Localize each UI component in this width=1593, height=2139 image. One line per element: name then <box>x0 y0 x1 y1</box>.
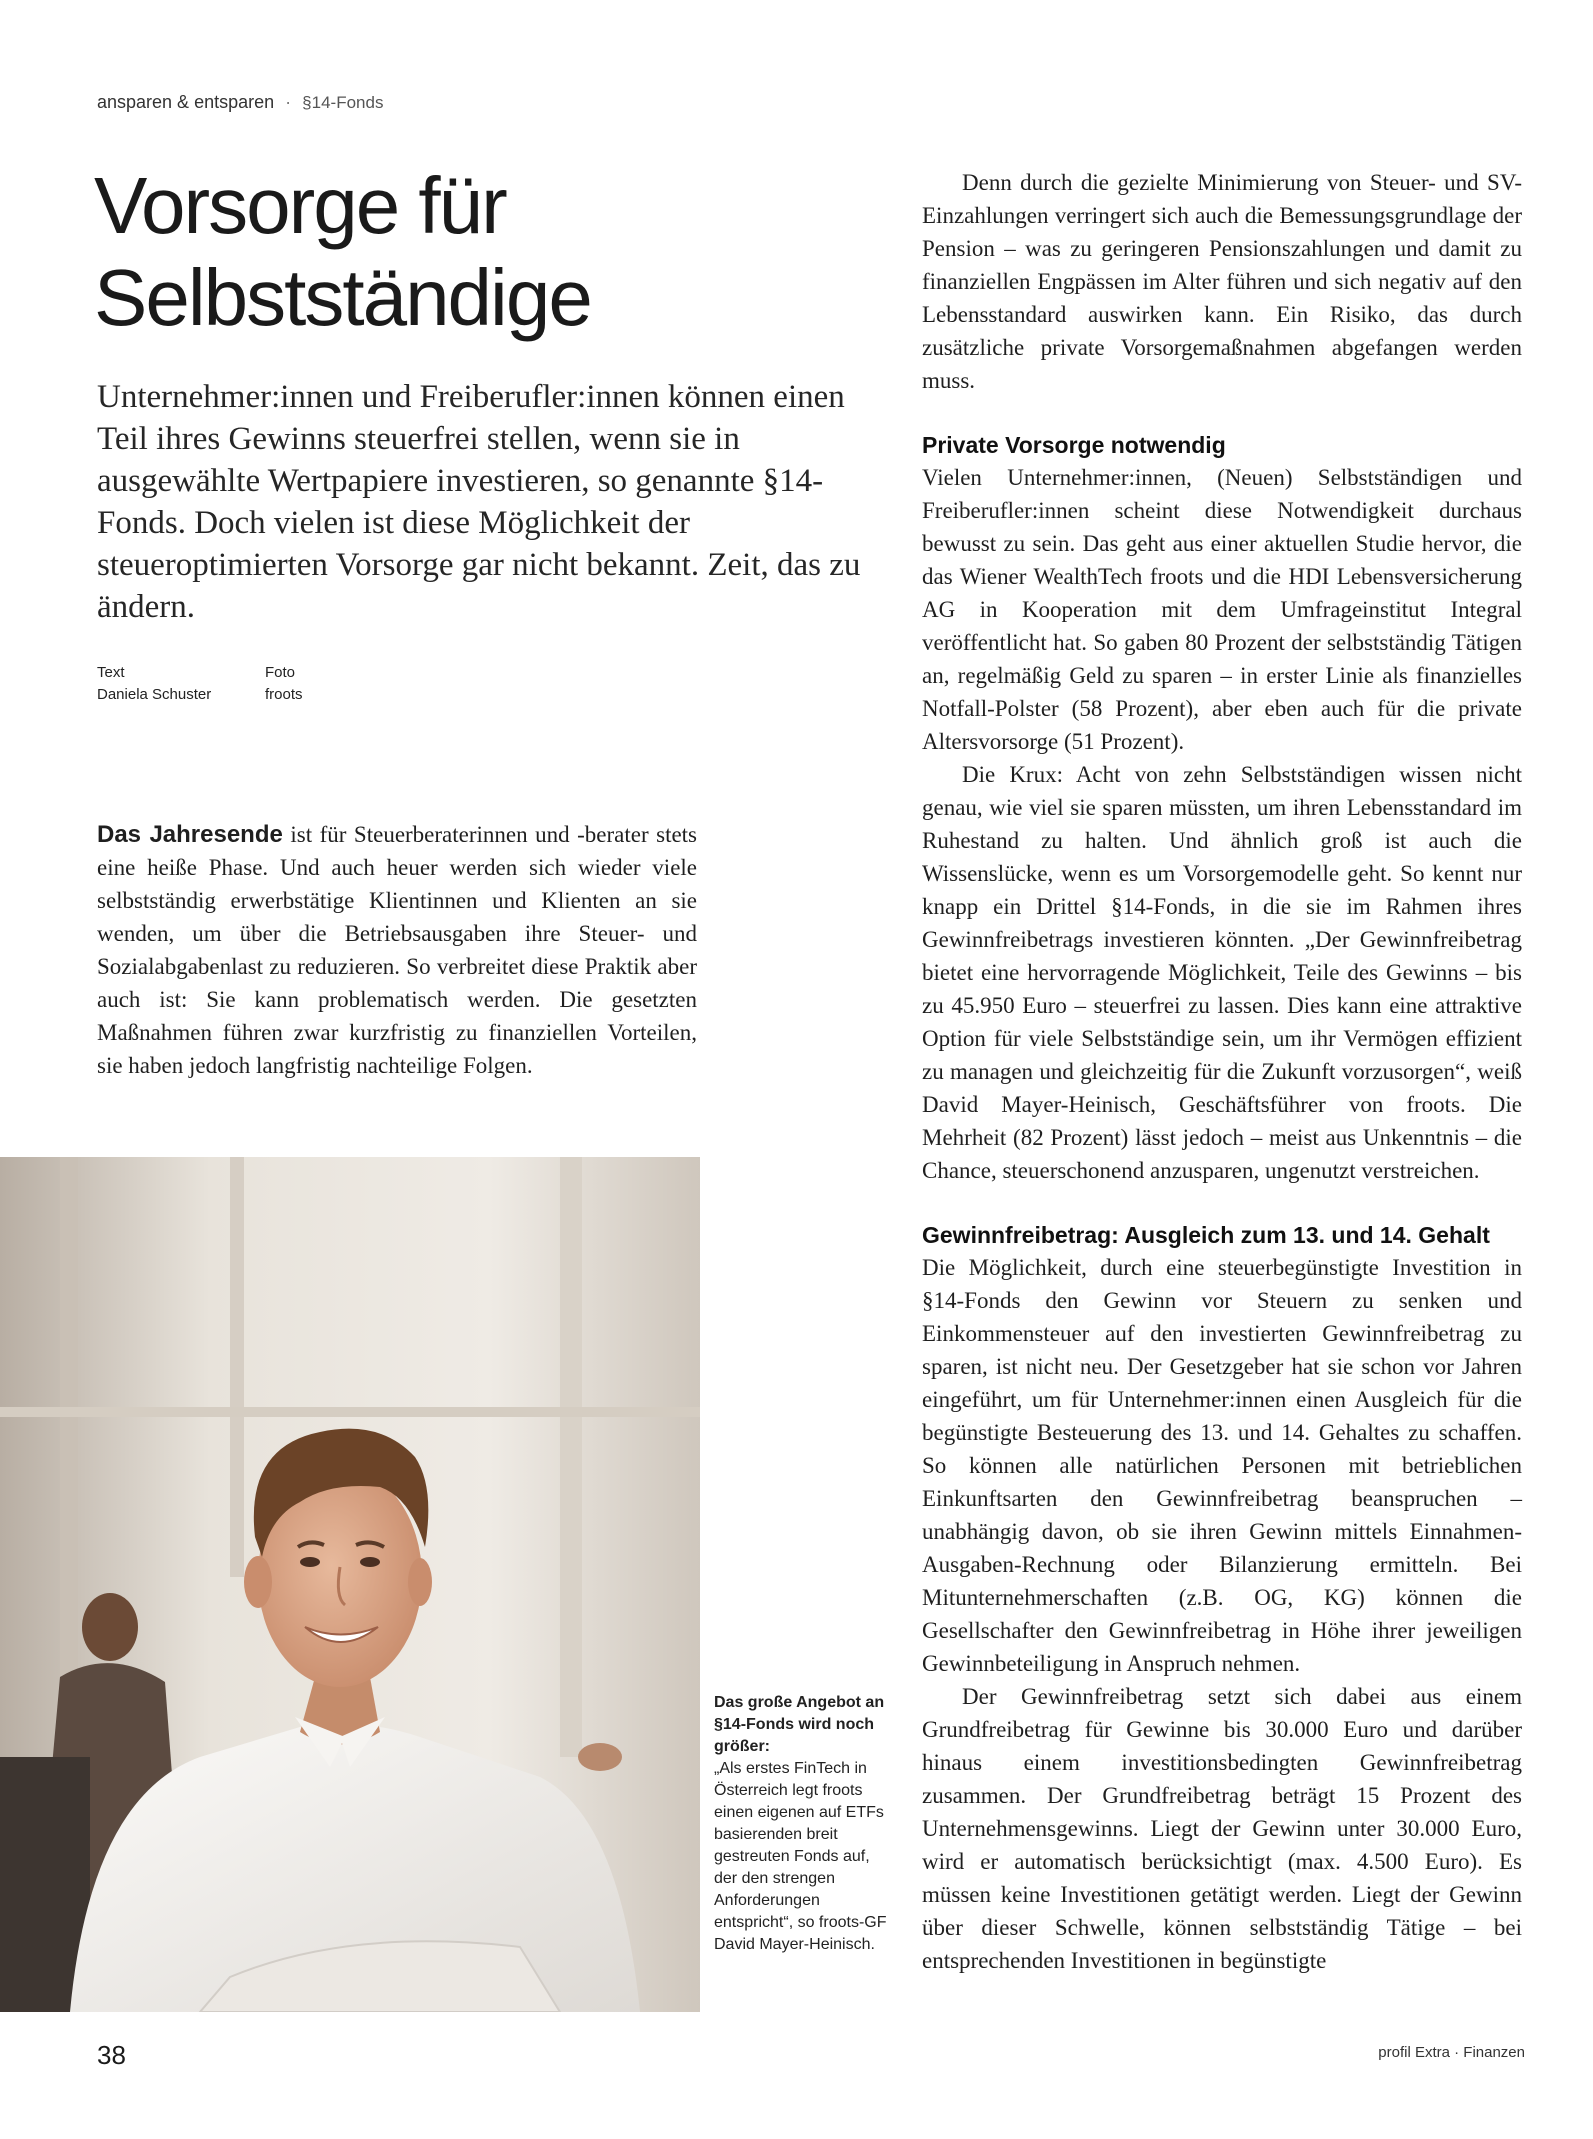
text-credit <box>97 662 211 706</box>
run-in-heading: Das Jahresende <box>97 821 283 848</box>
body-paragraph: Denn durch die gezielte Minimierung von Steuer- und SV-Einzahlungen verringert sich auch die Bemessungsgrundlage der Pension – was zu geringeren Pensionszahlungen und damit zu finanziellen Engpässen im Alter führen und sich negativ auf den Lebensstandard auswirken kann. Ein Risiko, das durch zusätzliche private Vorsorgemaßnahmen abgefangen werden muss. <box>922 170 1522 393</box>
caption-title: Das große Angebot an §14-Fonds wird noch größer: <box>714 1694 885 1755</box>
title-line-2: Selbstständige <box>94 253 591 342</box>
lead-paragraph: Unternehmer:innen und Freiberufler:innen können einen Teil ihres Gewinns steuerfrei stellen, wenn sie in ausgewählte Wertpapiere investieren, so genannte §14-Fonds. Doch vielen ist diese Möglichkeit der steueroptimierten Vorsorge gar nicht bekannt. Zeit, das zu ändern. <box>97 379 861 625</box>
photo-credit <box>265 662 303 706</box>
portrait-illustration <box>0 1157 700 2012</box>
intro-text: ist für Steuerberaterinnen und -berater stets eine heiße Phase. Und auch heuer werden sich wieder viele selbstständig erwerbstätige Klientinnen und Klienten an sie wenden, um über die Betriebsausgaben ihre Steuer- und Sozialabgabenlast zu reduzieren. So verbreitet diese Praktik aber auch ist: Sie kann problematisch werden. Die gesetzten Maßnahmen führen zwar kurzfristig zu finanziellen Vorteilen, sie haben jedoch langfristig nachteilige Folgen. <box>97 822 698 1078</box>
portrait-photo <box>0 1157 700 2012</box>
body-paragraph: Die Krux: Acht von zehn Selbstständigen wissen nicht genau, wie viel sie sparen müssten, um ihren Lebensstandard im Ruhestand zu halten. Und ähnlich groß ist auch die Wissenslücke, wenn es um Vorsorgemodelle geht. So kennt nur knapp ein Drittel §14-Fonds, in die sie im Rahmen ihres Gewinnfreibetrags investieren könnten. „Der Gewinnfreibetrag bietet eine hervorragende Möglichkeit, Teile des Gewinns – bis zu 45.950 Euro – steuerfrei zu lassen. Dies kann eine attraktive Option für viele Selbstständige sein, um ihr Vermögen effizient zu managen und gleichzeitig für die Zukunft vorzusorgen“, weiß David Mayer-Heinisch, Geschäftsführer von froots. Die Mehrheit (82 Prozent) lässt jedoch – meist aus Unkenntnis – die Chance, steuerschonend anzusparen, ungenutzt verstreichen. <box>922 762 1522 1183</box>
photo-credit-name: froots <box>265 686 303 703</box>
title-line-1: Vorsorge für <box>94 161 506 250</box>
body-paragraph: Die Möglichkeit, durch eine steuerbegünstigte Investition in §14-Fonds den Gewinn vor Steuern zu senken und Einkommensteuer auf den investierten Gewinnfreibetrag zu sparen, ist nicht neu. Der Gesetzgeber hat sie schon vor Jahren eingeführt, um für Unternehmer:innen einen Ausgleich für die begünstigte Besteuerung des 13. und 14. Gehaltes zu schaffen. So können alle natürlichen Personen mit betrieblichen Einkunftsarten den Gewinnfreibetrag beanspruchen – unabhängig davon, ob sie ihren Gewinn mittels Einnahmen-Ausgaben-Rechnung oder Bilanzierung ermitteln. Bei Mitunternehmerschaften (z.B. OG, KG) können die Gesellschafter den Gewinnfreibetrag in Höhe ihrer jeweiligen Gewinnbeteiligung in Anspruch nehmen. <box>922 1255 1522 1676</box>
section-name: ansparen & entsparen <box>97 92 275 112</box>
photo-caption <box>714 1692 894 1956</box>
subsection-name: §14-Fonds <box>302 93 384 112</box>
subheading-gewinnfreibetrag: Gewinnfreibetrag: Ausgleich zum 13. und 14. Gehalt <box>922 1222 1490 1248</box>
intro-paragraph <box>97 818 697 1082</box>
section-header <box>97 92 383 113</box>
subheading-private-vorsorge: Private Vorsorge notwendig <box>922 432 1226 458</box>
page-title <box>94 160 591 344</box>
publication-footer: profil Extra · Finanzen <box>1378 2044 1525 2061</box>
caption-text: „Als erstes FinTech in Österreich legt froots einen eigenen auf ETFs basierenden breit gestreuten Fonds auf, der den strengen Anforderungen entspricht“, so froots-GF David Mayer-Heinisch. <box>714 1760 887 1953</box>
background-person <box>82 1593 138 1661</box>
body-paragraph: Vielen Unternehmer:innen, (Neuen) Selbstständigen und Freiberufler:innen scheint diese Notwendigkeit durchaus bewusst zu sein. Das geht aus einer aktuellen Studie hervor, die das Wiener WealthTech froots und die HDI Lebensversicherung AG in Kooperation mit dem Umfrageinstitut Integral veröffentlicht hat. So gaben 80 Prozent der selbstständig Tätigen an, regelmäßig Geld zu sparen – in erster Linie als finanzielles Notfall-Polster (58 Prozent), aber eben auch für die private Altersvorsorge (51 Prozent). <box>922 465 1522 754</box>
text-credit-label: Text <box>97 664 125 681</box>
body-column-left <box>97 818 697 1082</box>
body-column-right <box>922 166 1522 1977</box>
body-paragraph: Der Gewinnfreibetrag setzt sich dabei aus einem Grundfreibetrag für Gewinne bis 30.000 Euro und darüber hinaus einem investitionsbedingten Gewinnfreibetrag zusammen. Der Grundfreibetrag beträgt 15 Prozent des Unternehmensgewinns. Liegt der Gewinn unter 30.000 Euro, wird er automatisch berücksichtigt (max. 4.500 Euro). Es müssen keine Investitionen getätigt werden. Liegt der Gewinn über dieser Schwelle, können selbstständig Tätige – bei entsprechenden Investitionen in begünstigte <box>922 1684 1522 1973</box>
photo-credit-label: Foto <box>265 664 296 681</box>
page-number: 38 <box>97 2040 126 2070</box>
text-credit-name: Daniela Schuster <box>97 686 212 703</box>
header-separator: · <box>285 92 292 112</box>
